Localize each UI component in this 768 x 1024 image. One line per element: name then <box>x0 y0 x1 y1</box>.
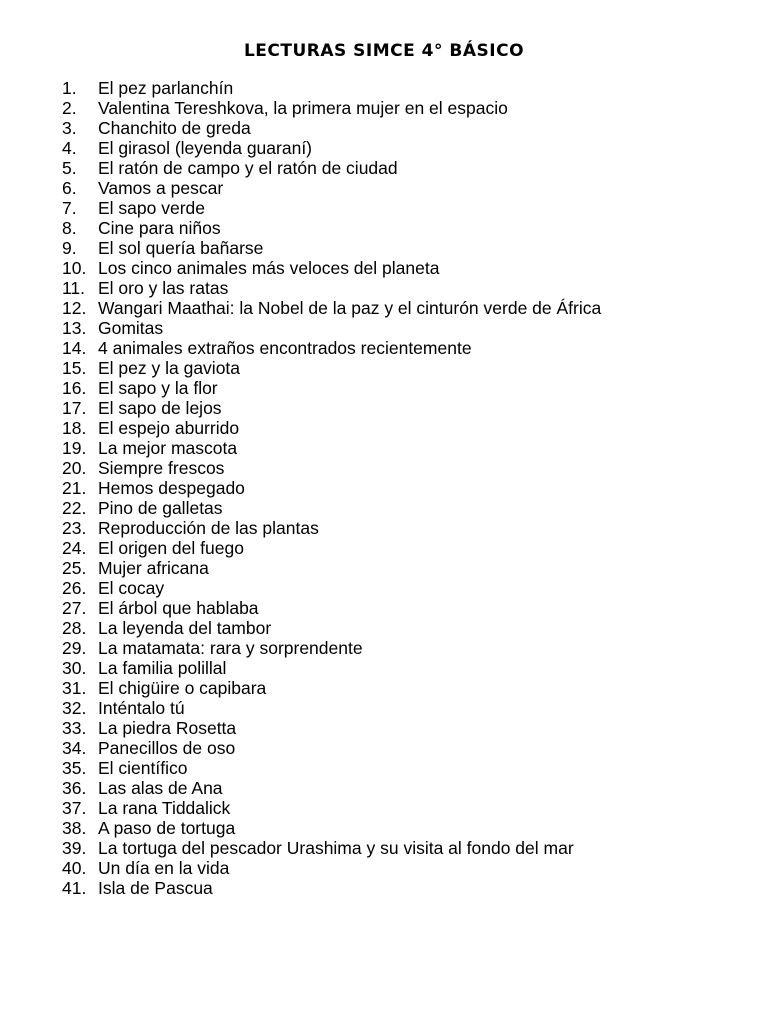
list-item-number: 15. <box>62 358 87 378</box>
list-item-number: 18. <box>62 418 87 438</box>
list-item <box>62 778 601 798</box>
list-item <box>62 178 601 198</box>
list-item <box>62 298 601 318</box>
list-item-title: El sapo de lejos <box>98 398 222 418</box>
list-item-title: La leyenda del tambor <box>98 618 272 638</box>
list-item <box>62 278 601 298</box>
list-item-number: 17. <box>62 398 87 418</box>
list-item-title: A paso de tortuga <box>98 818 236 838</box>
list-item <box>62 318 601 338</box>
list-item-number: 35. <box>62 758 87 778</box>
list-item <box>62 638 601 658</box>
list-item-title: El espejo aburrido <box>98 418 240 438</box>
list-item-title: Gomitas <box>98 318 164 338</box>
list-item-title: El sol quería bañarse <box>98 238 264 258</box>
list-item-number: 1. <box>62 78 77 98</box>
list-item-title: El girasol (leyenda guaraní) <box>98 138 313 158</box>
list-item-number: 20. <box>62 458 87 478</box>
list-item <box>62 678 601 698</box>
list-item-title: Siempre frescos <box>98 458 225 478</box>
list-item-number: 10. <box>62 258 87 278</box>
list-item-number: 27. <box>62 598 87 618</box>
list-item <box>62 138 601 158</box>
list-item-title: El cocay <box>98 578 165 598</box>
list-item-number: 8. <box>62 218 77 238</box>
list-item-title: Panecillos de oso <box>98 738 236 758</box>
list-item <box>62 78 601 98</box>
list-item-number: 24. <box>62 538 87 558</box>
list-item-number: 36. <box>62 778 87 798</box>
list-item-number: 22. <box>62 498 87 518</box>
list-item <box>62 738 601 758</box>
list-item <box>62 398 601 418</box>
list-item <box>62 658 601 678</box>
list-item-title: Isla de Pascua <box>98 878 213 898</box>
list-item <box>62 238 601 258</box>
list-item-number: 28. <box>62 618 87 638</box>
list-item-title: Valentina Tereshkova, la primera mujer en el espacio <box>98 98 508 118</box>
list-item-number: 2. <box>62 98 77 118</box>
list-item-number: 4. <box>62 138 77 158</box>
list-item-number: 40. <box>62 858 87 878</box>
list-item-number: 11. <box>62 278 86 298</box>
list-item <box>62 198 601 218</box>
list-item-title: La matamata: rara y sorprendente <box>98 638 363 658</box>
list-item-number: 13. <box>62 318 87 338</box>
list-item-title: Pino de galletas <box>98 498 223 518</box>
list-item-title: Chanchito de greda <box>98 118 251 138</box>
list-item-number: 9. <box>62 238 77 258</box>
list-item-title: La rana Tiddalick <box>98 798 231 818</box>
list-item <box>62 878 601 898</box>
list-item-number: 5. <box>62 158 77 178</box>
list-item-number: 23. <box>62 518 87 538</box>
list-item <box>62 118 601 138</box>
list-item-title: El ratón de campo y el ratón de ciudad <box>98 158 398 178</box>
list-item <box>62 858 601 878</box>
list-item-title: Hemos despegado <box>98 478 245 498</box>
list-item-number: 12. <box>62 298 87 318</box>
list-item-title: El pez y la gaviota <box>98 358 241 378</box>
list-item <box>62 378 601 398</box>
list-item-title: El chigüire o capibara <box>98 678 267 698</box>
list-item-number: 31. <box>62 678 87 698</box>
list-item-title: La piedra Rosetta <box>98 718 237 738</box>
list-item-number: 30. <box>62 658 87 678</box>
list-item-number: 6. <box>62 178 77 198</box>
list-item-title: El árbol que hablaba <box>98 598 259 618</box>
list-item-number: 14. <box>62 338 87 358</box>
list-item-title: La familia polillal <box>98 658 227 678</box>
list-item <box>62 158 601 178</box>
list-item-title: Vamos a pescar <box>98 178 224 198</box>
list-item-number: 41. <box>62 878 87 898</box>
list-item <box>62 458 601 478</box>
list-item-title: El pez parlanchín <box>98 78 234 98</box>
list-item <box>62 358 601 378</box>
list-item-number: 33. <box>62 718 87 738</box>
list-item-title: La tortuga del pescador Urashima y su visita al fondo del mar <box>98 838 574 858</box>
list-item <box>62 718 601 738</box>
list-item-title: Los cinco animales más veloces del planeta <box>98 258 440 278</box>
list-item <box>62 698 601 718</box>
list-item-number: 3. <box>62 118 77 138</box>
list-item-title: El oro y las ratas <box>98 278 229 298</box>
list-item <box>62 578 601 598</box>
list-item-number: 32. <box>62 698 87 718</box>
list-item-number: 25. <box>62 558 87 578</box>
list-item <box>62 218 601 238</box>
list-item-title: La mejor mascota <box>98 438 238 458</box>
list-item <box>62 618 601 638</box>
list-item <box>62 478 601 498</box>
list-item <box>62 258 601 278</box>
list-item <box>62 798 601 818</box>
list-item <box>62 98 601 118</box>
list-item-number: 29. <box>62 638 87 658</box>
list-item-title: Las alas de Ana <box>98 778 223 798</box>
list-item-number: 16. <box>62 378 87 398</box>
list-item <box>62 558 601 578</box>
list-item-number: 38. <box>62 818 87 838</box>
list-item-number: 39. <box>62 838 87 858</box>
list-item-number: 34. <box>62 738 87 758</box>
list-item-number: 19. <box>62 438 87 458</box>
list-item <box>62 338 601 358</box>
list-item-title: Cine para niños <box>98 218 221 238</box>
list-item <box>62 498 601 518</box>
list-item-title: Reproducción de las plantas <box>98 518 319 538</box>
list-item-title: Wangari Maathai: la Nobel de la paz y el cinturón verde de África <box>98 298 602 318</box>
list-item <box>62 518 601 538</box>
list-item <box>62 818 601 838</box>
list-item-title: El sapo verde <box>98 198 206 218</box>
page-title: LECTURAS SIMCE 4° BÁSICO <box>243 41 525 61</box>
list-item-title: El científico <box>98 758 188 778</box>
list-item-title: 4 animales extraños encontrados recientemente <box>98 338 472 358</box>
list-item-number: 21. <box>62 478 87 498</box>
list-item-number: 37. <box>62 798 87 818</box>
list-item <box>62 598 601 618</box>
list-item-title: Un día en la vida <box>98 858 230 878</box>
list-item <box>62 838 601 858</box>
list-item-title: El sapo y la flor <box>98 378 218 398</box>
list-item <box>62 438 601 458</box>
list-item <box>62 758 601 778</box>
list-item-title: Mujer africana <box>98 558 209 578</box>
list-item <box>62 418 601 438</box>
list-item-number: 26. <box>62 578 87 598</box>
list-item <box>62 538 601 558</box>
list-item-number: 7. <box>62 198 77 218</box>
list-item-title: Inténtalo tú <box>98 698 185 718</box>
reading-list <box>62 78 601 898</box>
list-item-title: El origen del fuego <box>98 538 244 558</box>
